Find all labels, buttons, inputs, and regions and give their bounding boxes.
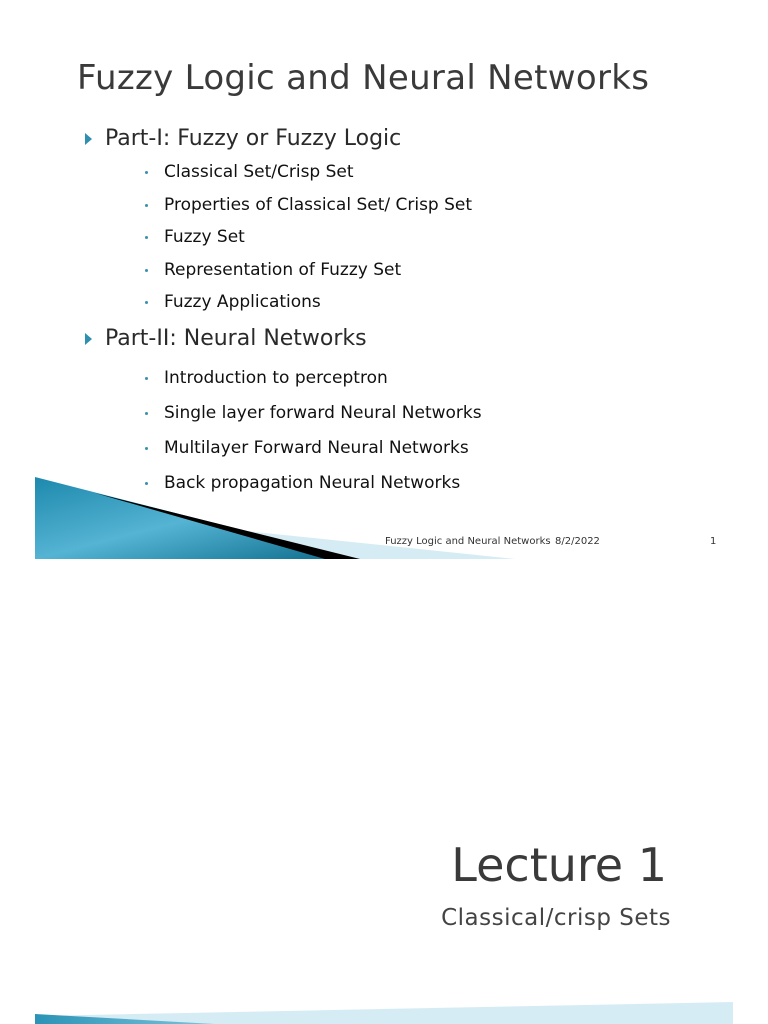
list-item [145, 162, 354, 182]
section-heading-label: Part-II: Neural Networks [105, 326, 367, 351]
list-item-label: Classical Set/Crisp Set [164, 162, 354, 182]
triangle-right-icon [85, 333, 92, 345]
list-item-label: Multilayer Forward Neural Networks [164, 438, 469, 458]
footer-page-number: 1 [710, 536, 717, 547]
list-item [145, 403, 482, 423]
slide-corner-decoration [35, 1000, 733, 1024]
slide-1 [35, 40, 733, 559]
footer-course: Fuzzy Logic and Neural Networks [385, 536, 551, 547]
list-item-label: Fuzzy Applications [164, 292, 321, 312]
dot-icon [145, 204, 148, 207]
footer-date: 8/2/2022 [555, 536, 600, 547]
section-heading-part2 [85, 326, 367, 351]
section-heading-part1 [85, 126, 401, 151]
dot-icon [145, 236, 148, 239]
list-item-label: Introduction to perceptron [164, 368, 388, 388]
list-item-label: Back propagation Neural Networks [164, 473, 461, 493]
list-item [145, 227, 245, 247]
slide-subtitle: Classical/crisp Sets [441, 905, 671, 931]
slide-title: Fuzzy Logic and Neural Networks [77, 58, 650, 98]
slide-2 [35, 600, 733, 1024]
triangle-right-icon [85, 133, 92, 145]
dot-icon [145, 301, 148, 304]
dot-icon [145, 377, 148, 380]
section-heading-label: Part-I: Fuzzy or Fuzzy Logic [105, 126, 402, 151]
dot-icon [145, 412, 148, 415]
list-item-label: Properties of Classical Set/ Crisp Set [164, 195, 473, 215]
dot-icon [145, 269, 148, 272]
dot-icon [145, 171, 148, 174]
slide-title: Lecture 1 [451, 838, 667, 892]
list-item-label: Representation of Fuzzy Set [164, 260, 402, 280]
list-item-label: Fuzzy Set [164, 227, 245, 247]
list-item-label: Single layer forward Neural Networks [164, 403, 482, 423]
list-item [145, 438, 469, 458]
list-item [145, 368, 388, 388]
list-item [145, 260, 401, 280]
list-item [145, 292, 321, 312]
list-item [145, 195, 472, 215]
dot-icon [145, 447, 148, 450]
